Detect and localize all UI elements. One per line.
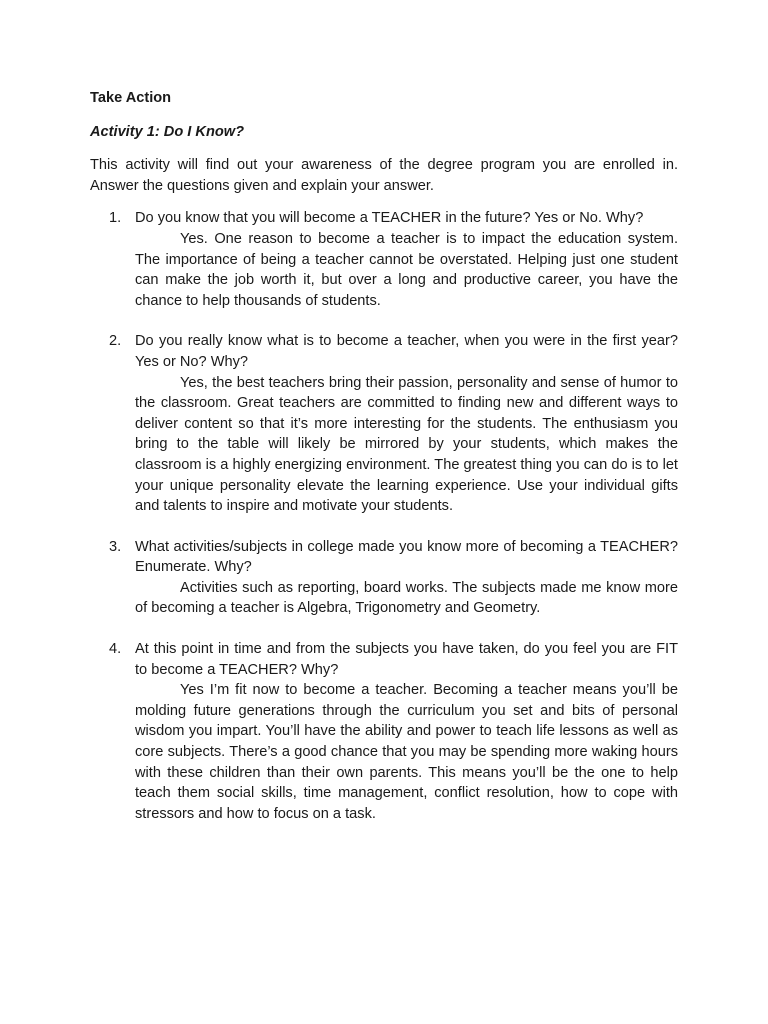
question-item-2 [90,331,678,516]
answer-text: Yes. One reason to become a teacher is to impact the education system. The importance of being a teacher cannot be overstated. Helping just one student can make the job worth it, but over a long and productive career, you have the chance to help thousands of students. [135,230,678,309]
question-text: Do you know that you will become a TEACHER in the future? Yes or No. Why? [135,210,644,227]
section-heading: Take Action [90,90,172,106]
question-list [90,208,678,824]
answer-text: Yes I’m fit now to become a teacher. Becoming a teacher means you’ll be molding future generations through the curriculum you set and bits of personal wisdom you impart. You’ll have the ability and power to teach life lessons as well as core subjects. There’s a good chance that you may be spending more waking hours with these children than their own parents. This means you’ll be the one to help teach them social skills, time management, conflict resolution, how to cope with stressors and how to focus on a task. [135,682,678,822]
question-item-1 [90,208,678,311]
question-item-4 [90,639,678,824]
activity-title: Activity 1: Do I Know? [90,123,245,140]
intro-paragraph: This activity will find out your awareness of the degree program you are enrolled in. Answer the questions given and explain your answer. [90,157,678,194]
answer-text: Yes, the best teachers bring their passion, personality and sense of humor to the classroom. Great teachers are committed to finding new and different ways to deliver content so that it’s more interesting for the students. The enthusiasm you bring to the table will likely be mirrored by your students, which makes the classroom is a highly energizing environment. The greatest thing you can do is to let your unique personality elevate the learning experience. Use your individual gifts and talents to inspire and motivate your students. [135,374,678,515]
question-text: What activities/subjects in college made you know more of becoming a TEACHER? Enumerate. Why? [135,538,678,576]
answer-text: Activities such as reporting, board works. The subjects made me know more of becoming a teacher is Algebra, Trigonometry and Geometry. [135,579,678,617]
question-number: 2. [109,333,122,350]
question-text: Do you really know what is to become a teacher, when you were in the first year? Yes or No? Why? [135,333,678,370]
question-text: At this point in time and from the subjects you have taken, do you feel you are FIT to become a TEACHER? Why? [135,641,678,678]
document-page [90,88,678,844]
question-number: 1. [109,210,122,227]
question-number: 4. [109,641,122,658]
question-number: 3. [109,538,122,555]
question-item-3 [90,537,678,619]
